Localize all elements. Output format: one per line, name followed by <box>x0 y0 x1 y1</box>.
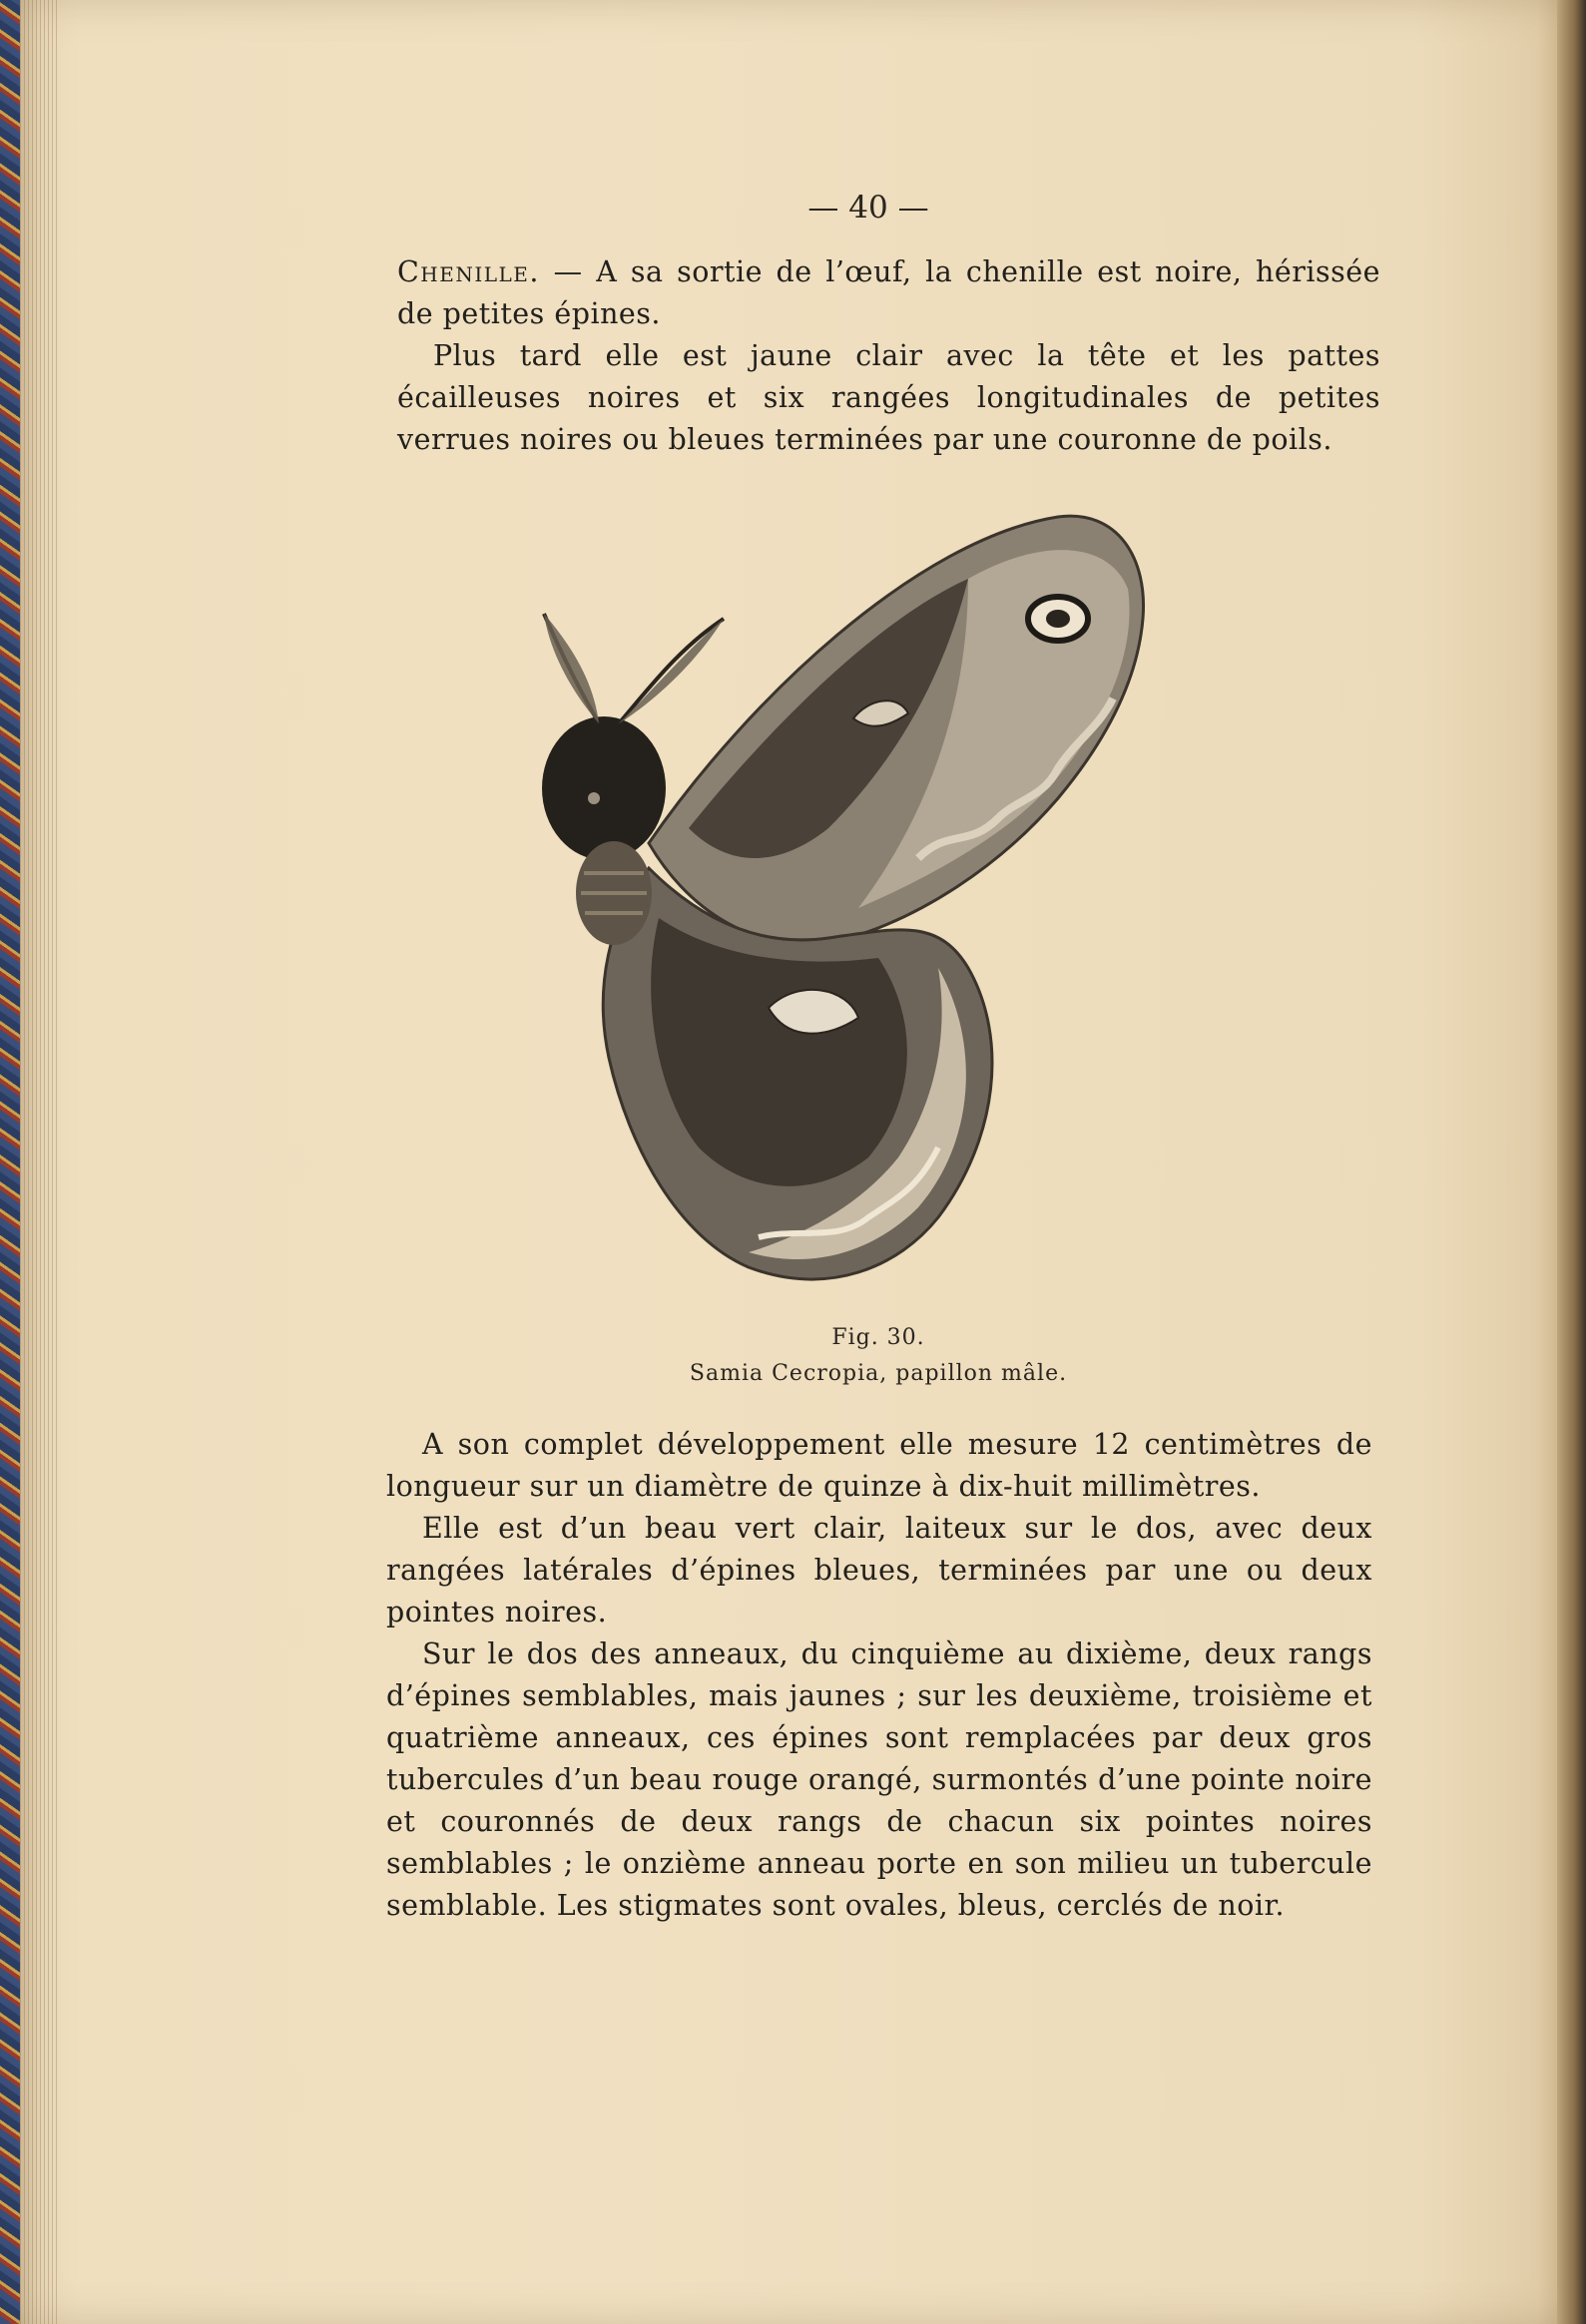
paragraph: Elle est d’un beau vert clair, laiteux sur le dos, avec deux rangées latérales d’épines bleues, terminées par une ou deux pointes noires. <box>386 1512 1372 1628</box>
right-antenna-feather <box>619 619 724 723</box>
moth-thorax <box>542 716 666 860</box>
paragraph: A son complet développement elle mesure 12 centimètres de longueur sur un diamètre de quinze à dix-huit millimètres. <box>386 1428 1372 1503</box>
paragraph: Plus tard elle est jaune clair avec la tête et les pattes écailleuses noires et six rangées longitudinales de petites verrues noires ou bleues terminées par une couronne de poils. <box>397 339 1380 456</box>
text-block-chenille <box>397 251 1380 461</box>
forewing-eyespot-center <box>1046 610 1070 628</box>
left-antenna-feather <box>544 614 599 723</box>
moth-illustration <box>499 499 1258 1307</box>
page-gutter <box>20 0 58 2324</box>
paragraph-chenille <box>397 251 1380 335</box>
paragraph: Sur le dos des anneaux, du cinquième au dixième, deux rangs d’épines semblables, mais jaunes ; sur les deuxième, troisième et quatrième anneaux, ces épines sont remplacées par deux gros tubercules d’un beau rouge orangé, surmontés d’une pointe noire et couronnés de deux rangs de chacun six pointes noires semblables ; le onzième anneau porte en son milieu un tubercule semblable. Les stigmates sont ovales, bleus, cerclés de noir. <box>386 1637 1372 1922</box>
page-edge-shadow <box>1557 0 1586 2324</box>
paragraph-text: — A sa sortie de l’œuf, la chenille est noire, hérissée de petites épines. <box>397 255 1380 330</box>
text-block-description <box>386 1424 1372 1927</box>
section-heading: Chenille. <box>397 255 540 288</box>
page-number: — 40 — <box>807 190 929 226</box>
figure-caption: Samia Cecropia, papillon mâle. <box>689 1361 1068 1386</box>
moth-eye <box>588 792 600 804</box>
figure-label: Fig. 30. <box>831 1325 925 1350</box>
